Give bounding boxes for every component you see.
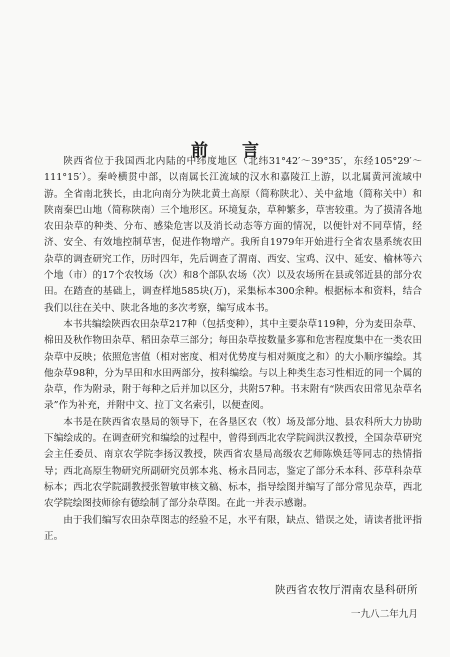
paragraph-4: 由于我们编写农田杂草图志的经验不足，水平有限，缺点、错误之处，请读者批评指正。: [44, 514, 422, 542]
signature-date: 一九八二年九月: [350, 609, 418, 620]
paragraph-3: 本书是在陕西省农垦局的领导下，在各垦区农（牧）场及部分地、县农科所大力协助下编绘成的。在调查研究和编绘的过程中，曾得到西北农学院阎洪汉教授，全国杂草研究会主任委员、南京农学院李扬汉教授，陕西省农垦局高级农艺师陈焕廷等同志的热情指导；西北高原生物研究所副研究员郭本兆、杨永昌同志，鉴定了部分禾本科、莎草科杂草标本；西北农学院副教授张智敏审核文稿、标本，指导绘图并编写了部分常见杂草，西北农学院绘图技师徐有德绘制了部分杂草图。在此一并表示感谢。: [44, 416, 422, 510]
page-title: 前 言: [191, 141, 273, 161]
paragraph-2: 本书共编绘陕西农田杂草217种（包括变种），其中主要杂草119种，分为麦田杂草、棉田及秋作物田杂草、稻田杂草三部分；每田杂草按数量多寡和危害程度集中在一类农田杂草中反映；依照危害值（相对密度、相对优势度与相对频度之和）的大小顺序编绘。其他杂草98种，分为旱田和水田两部分，按科编绘。与以上种类生态习性相近的同一个属的杂草，作为附录，附于每种之后并加以区分，共附57种。书末附有“陕西农田常见杂草名录”作为补充，并附中文、拉丁文名索引，以便查阅。: [44, 318, 422, 412]
signature-organization: 陕西省农牧厅渭南农垦科研所: [275, 584, 418, 596]
preface-body: [44, 154, 422, 545]
paragraph-1: 陕西省位于我国西北内陆的中纬度地区（北纬31°42′～39°35′，东经105°29′～111°15′）。秦岭横贯中部，以南属长江流域的汉水和嘉陵江上游，以北属黄河流域中游。全省南北狭长，由北向南分为陕北黄土高原（简称陕北）、关中盆地（简称关中）和陕南秦巴山地（简称陕南）三个地形区。环境复杂，草种繁多，草害较重。为了摸清各地农田杂草的种类、分布、感染危害以及消长动态等方面的情况，以便针对不同草情，经济、安全、有效地控制草害，促进作物增产。我所自1979年开始进行全省农垦系统农田杂草的调查研究工作，历时四年，先后调查了渭南、西安、宝鸡、汉中、延安、榆林等六个地（市）的17个农牧场（次）和8个部队农场（次）以及农场所在县或邻近县的部分农田。在踏查的基础上，调查样地585块(万)，采集标本300余种。根据标本和资料，结合我们以往在关中、陕北各地的多次考察，编写成本书。: [44, 156, 422, 314]
